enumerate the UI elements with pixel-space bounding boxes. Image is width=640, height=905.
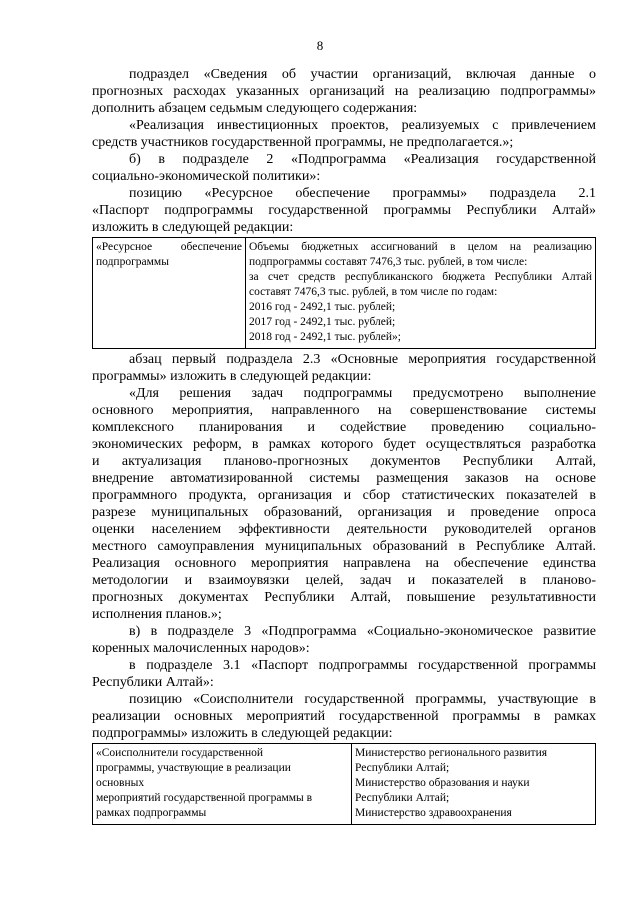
text-line: экономических реформ, в рамках которого будет осуществляться разработка	[92, 437, 596, 452]
text-line: коренных малочисленных народов»:	[92, 641, 310, 656]
text-line: «Реализация инвестиционных проектов, реализуемых с привлечением	[129, 118, 596, 133]
cell-line: «Ресурсное обеспечение	[96, 241, 242, 253]
text-line: «Для решения задач подпрограммы предусмотрено выполнение	[129, 386, 596, 401]
cell-line: основных	[96, 777, 145, 789]
text-line: программного продукта, организация и сбор статистических показателей в	[92, 488, 596, 503]
text-line: абзац первый подраздела 2.3 «Основные мероприятия государственной	[129, 352, 596, 367]
cell-line: Республики Алтай;	[355, 762, 450, 774]
text-line: «Паспорт подпрограммы государственной программы Республики Алтай»	[92, 203, 596, 218]
text-line: комплексного планирования и содействие проведению социально-	[92, 420, 596, 435]
paragraph-3	[92, 151, 596, 185]
cell-line: 2016 год - 2492,1 тыс. рублей;	[249, 301, 396, 313]
paragraph-9	[92, 691, 596, 742]
text-line: прогнозных расходах указанных организаций на реализацию подпрограммы»	[92, 84, 596, 99]
cell-line: Объемы бюджетных ассигнований в целом на реализацию	[249, 241, 592, 253]
cell-line: за счет средств республиканского бюджета Республики Алтай	[249, 271, 592, 283]
paragraph-4	[92, 185, 596, 236]
table-cell-label	[93, 744, 352, 825]
page-number: 8	[316, 38, 324, 53]
text-line: изложить в следующей редакции:	[92, 220, 294, 235]
text-line: в подразделе 3.1 «Паспорт подпрограммы государственной программы	[129, 658, 596, 673]
paragraph-6	[92, 385, 596, 623]
cell-line: мероприятий государственной программы в	[96, 792, 313, 804]
cell-line: рамках подпрограммы	[96, 807, 207, 819]
text-line: подпрограммы» изложить в следующей редакции:	[92, 726, 393, 741]
cell-line: программы, участвующие в реализации	[96, 762, 291, 774]
text-line: в) в подразделе 3 «Подпрограмма «Социально-экономическое развитие	[129, 624, 596, 639]
text-line: разрезе муниципальных образований, организация и проведение опроса	[92, 505, 596, 520]
text-line: прогнозных документах Республики Алтай, повышение результативности	[92, 590, 596, 605]
table-cell-label	[93, 238, 246, 349]
text-line: методологии и взаимоувязки целей, задач и показателей в планово-	[92, 573, 596, 588]
cell-line: подпрограммы составят 7476,3 тыс. рублей, в том числе:	[249, 256, 528, 268]
text-line: подраздел «Сведения об участии организаций, включая данные о	[129, 67, 596, 82]
text-line: позицию «Соисполнители государственной программы, участвующие в	[129, 692, 596, 707]
text-line: дополнить абзацем седьмым следующего содержания:	[92, 101, 418, 116]
text-line: средств участников государственной программы, не предполагается.»;	[92, 135, 514, 150]
cell-line: составят 7476,3 тыс. рублей, в том числе по годам:	[249, 286, 498, 298]
table-row	[93, 744, 596, 825]
cell-line: 2017 год - 2492,1 тыс. рублей;	[249, 316, 396, 328]
table-cell-value	[246, 238, 596, 349]
paragraph-1	[92, 66, 596, 117]
text-line: реализации основных мероприятий государственной программы в рамках	[92, 709, 596, 724]
text-line: внедрение автоматизированной системы размещения заказов на основе	[92, 471, 596, 486]
document-body	[92, 66, 596, 827]
text-line: и актуализация планово-прогнозных документов Республики Алтай,	[92, 454, 596, 469]
text-line: местного самоуправления муниципальных образований в Республике Алтай.	[92, 539, 596, 554]
cell-line: Министерство образования и науки	[355, 777, 530, 789]
text-line: Реализация основного мероприятия направлена на обеспечение единства	[92, 556, 596, 571]
cell-line: Республики Алтай;	[355, 792, 450, 804]
resource-table	[92, 237, 596, 349]
cell-line: Министерство регионального развития	[355, 747, 548, 759]
cell-line: 2018 год - 2492,1 тыс. рублей»;	[249, 331, 401, 343]
text-line: Республики Алтай»:	[92, 675, 214, 690]
text-line: основного мероприятия, направленного на совершенствование системы	[92, 403, 596, 418]
co-executors-table	[92, 743, 596, 825]
text-line: позицию «Ресурсное обеспечение программы» подраздела 2.1	[129, 186, 596, 201]
table-cell-value	[352, 744, 596, 825]
text-line: исполнения планов.»;	[92, 607, 222, 622]
paragraph-8	[92, 657, 596, 691]
table-row	[93, 238, 596, 349]
paragraph-2	[92, 117, 596, 151]
text-line: социально-экономической политики»:	[92, 169, 321, 184]
cell-line: подпрограммы	[96, 256, 169, 268]
paragraph-7	[92, 623, 596, 657]
text-line: программы» изложить в следующей редакции:	[92, 369, 372, 384]
cell-line: «Соисполнители государственной	[96, 747, 264, 759]
text-line: б) в подразделе 2 «Подпрограмма «Реализация государственной	[129, 152, 596, 167]
paragraph-5	[92, 351, 596, 385]
text-line: оценки населением эффективности деятельности руководителей органов	[92, 522, 596, 537]
cell-line: Министерство здравоохранения	[355, 807, 512, 819]
